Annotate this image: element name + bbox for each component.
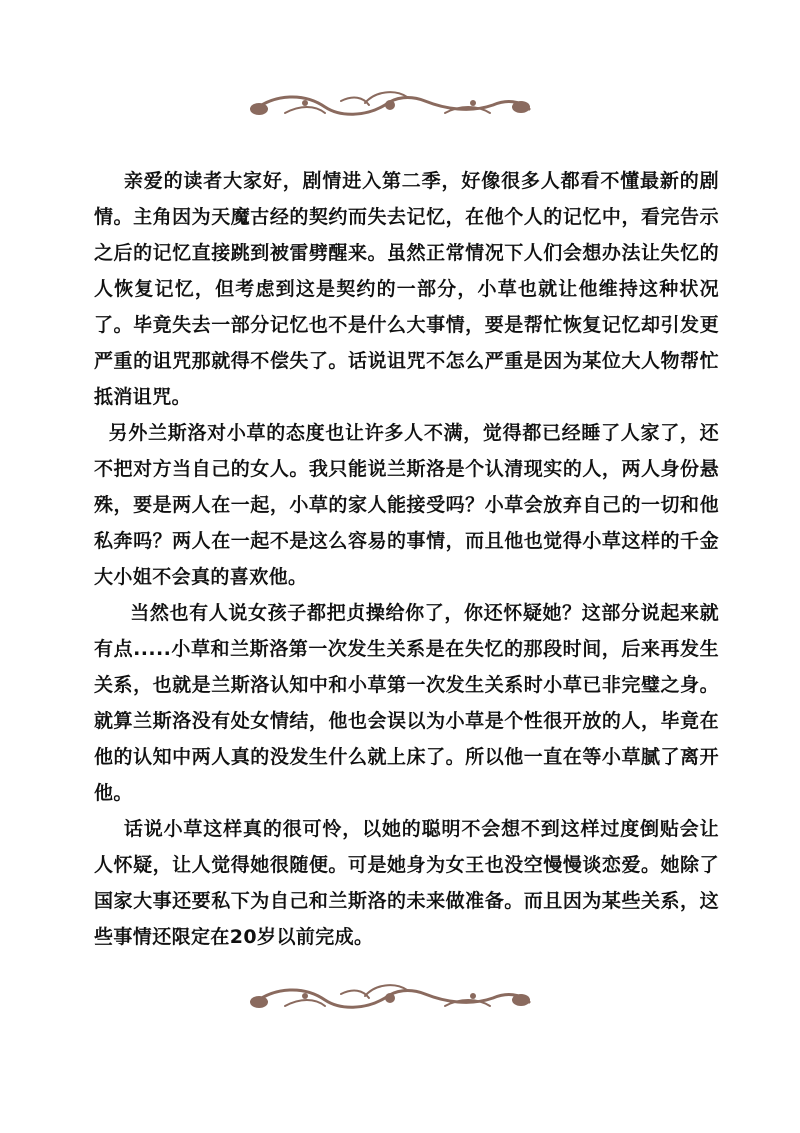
paragraph-2: 另外兰斯洛对小草的态度也让许多人不满，觉得都已经睡了人家了，还不把对方当自己的女人。我只能说兰斯洛是个认清现实的人，两人身份悬殊，要是两人在一起，小草的家人能接受吗？小草会放弃自己的一切和他私奔吗？两人在一起不是这么容易的事情，而且他也觉得小草这样的千金大小姐不会真的喜欢他。 (94, 422, 720, 588)
paragraph-1: 亲爱的读者大家好，剧情进入第二季，好像很多人都看不懂最新的剧情。主角因为天魔古经的契约而失去记忆，在他个人的记忆中，看完告示之后的记忆直接跳到被雷劈醒来。虽然正常情况下人们会想办法让失忆的人恢复记忆，但考虑到这是契约的一部分，小草也就让他维持这种状况了。毕竟失去一部分记忆也不是什么大事情，要是帮忙恢复记忆却引发更严重的诅咒那就得不偿失了。话说诅咒不怎么严重是因为某位大人物帮忙抵消诅咒。 (94, 170, 719, 408)
paragraph-4: 话说小草这样真的很可怜，以她的聪明不会想不到这样过度倒贴会让人怀疑，让人觉得她很随便。可是她身为女王也没空慢慢谈恋爱。她除了国家大事还要私下为自己和兰斯洛的未来做准备。而且因为某些关系，这些事情还限定在20岁以前完成。 (94, 818, 719, 948)
bottom-flourish-icon (245, 976, 535, 1020)
article-body (94, 163, 719, 955)
paragraph-3: 当然也有人说女孩子都把贞操给你了，你还怀疑她？这部分说起来就有点.....小草和兰斯洛第一次发生关系是在失忆的那段时间，后来再发生关系，也就是兰斯洛认知中和小草第一次发生关系时小草已非完璧之身。就算兰斯洛没有处女情结，他也会误以为小草是个性很开放的人，毕竟在他的认知中两人真的没发生什么就上床了。所以他一直在等小草腻了离开他。 (94, 602, 719, 804)
top-flourish-icon (245, 83, 535, 127)
